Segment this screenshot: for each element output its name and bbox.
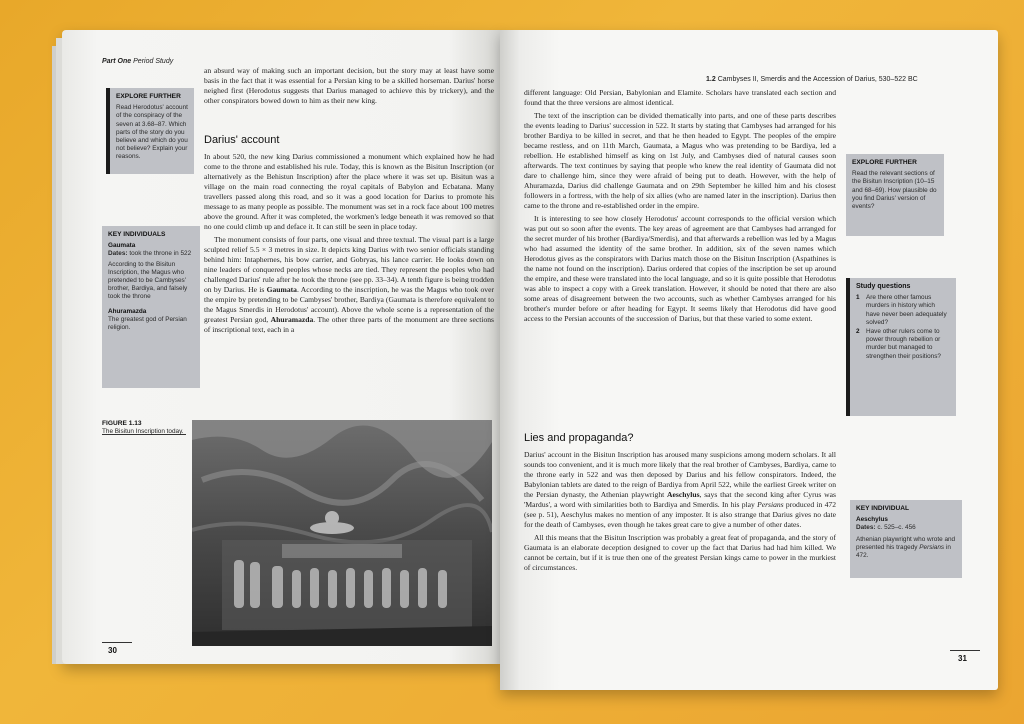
right-paragraph-1: different language: Old Persian, Babylonian and Elamite. Scholars have translated each section and found that the three versions are almost identical. [524, 88, 836, 107]
key-box-title: KEY INDIVIDUALS [108, 231, 166, 238]
section-label: Period Study [133, 58, 174, 65]
running-header-left [102, 58, 173, 65]
key-individuals-box [102, 226, 200, 388]
right-paragraph-4: Darius' account in the Bisitun Inscription has aroused many suspicions among modern scholars. It all sounds too convenient, and it is much more likely that the real brother of Cambyses, Bardiya, came to the throne early in 522 and was then deposed by Darius and his fellow conspirators. Indeed, the Babylonian tablets are dated to the reign of Bardiya from April 522, while the earliest Greek writer on the Persian dynasty, the Athenian playwright Aeschylus, says that the second king after Cyrus was 'Mardus', a word with similarities both to Bardiya and Smerdis. In his play Persians produced in 472 (see p. 51), Aeschylus makes no mention of any imposter. It is also strange that Darius gives no date for the death of Cambyses, even though he takes great care to give a number of other dates. [524, 450, 837, 529]
gaumata-term: Gaumata [266, 285, 297, 294]
bisitun-relief-image [192, 420, 492, 646]
page-number-left: 30 [108, 646, 117, 655]
continuation-text [204, 66, 494, 109]
key-desc-gaumata: According to the Bisitun Inscription, the Magus who pretended to be Cambyses' brother, Bardiya, and falsely took the throne [108, 260, 188, 301]
study-question-1: 1 Are there other famous murders in history which have never been adequately solved? [856, 294, 947, 326]
paragraph-2: The monument consists of four parts, one visual and three textual. The visual part is a large sculpted relief 5.5 × 3 metres in size. It depicts king Darius with two senior officials standing behind him: Intaphernes, his bow carrier, and Gobryas, his lance carrier. He looks down on nine leaders of conquered peoples whose necks are tied. They represent the peoples who had challenged Darius' rule after he took the throne (see pp. 33–34). A tenth figure is being trodden on by Darius. He is Gaumata. According to the inscription, he was the Magus who took over the empire by pretending to be Cambyses' brother, Bardiya (Gaumata is therefore equivalent to the Magus Smerdis in Herodotus' account). Above the whole scene is a representation of the greatest Persian god, Ahuramazda. The other three parts of the monument are three sections of inscriptional text, each in a [204, 235, 495, 334]
ahuramazda-term: Ahuramazda [270, 315, 314, 324]
explore-box-right-text: Read the relevant sections of the Bisitun Inscription (10–15 and 68–69). How plausible do you find Darius' version of events? [852, 170, 937, 211]
aeschylus-term: Aeschylus [667, 490, 700, 499]
lies-text [524, 450, 836, 576]
key-individual-box [850, 500, 962, 578]
section-heading-lies: Lies and propaganda? [524, 432, 634, 444]
page-number-right: 31 [958, 654, 967, 663]
right-paragraph-2: The text of the inscription can be divided thematically into parts, and one of these parts describes the events leading to Darius' succession in 522. It starts by stating that Cambyses had arranged for his brother Bardiya to be killed in secret, and that he then headed to Egypt. The peoples of the empire became restless, and on 11th March, Gaumata, a Magus who was pretending to be Bardiya, led a rebellion. He established himself as king on 1st July, and Cambyses died of natural causes soon afterwards. The text continues by saying that people who knew the real identity of Gaumata did not dare to challenge him, since they were afraid of being put to death. However, with the help of Ahuramazda, Darius did challenge Gaumata and on 29th September he killed him and his closest followers in a fortress, with the help of six allies (who are named later in the inscription). Darius then came to the throne and re-established order in the empire. [524, 111, 836, 210]
explore-box-text: Read Herodotus' account of the conspiracy of the seven at 3.68–87. Which parts of the story do you believe and which do you not believe? Explain your reasons. [116, 104, 188, 161]
explore-further-box-right [846, 154, 944, 236]
key-dates-gaumata: Dates: took the throne in 522 [108, 250, 192, 258]
persians-title: Persians [757, 500, 784, 509]
study-box-title: Study questions [856, 283, 911, 290]
paragraph-1: In about 520, the new king Darius commissioned a monument which explained how he had come to the throne and established his rule. Today, this is known as the Bisitun Inscription (or alternatively as the Behistun Inscription) after the place where it was set up. Bisitun was a village on the main road connecting the royal capitals of Babylon and Ecbatana. Many travellers passed along this road, and so it was a good location for Darius to promote his message to as many people as possible. The monument was set in a rock face about 100 metres above the ground. After it was completed, the workmen's ledge beneath it was removed so that no one could climb up and deface it. It can still be seen in place today. [204, 152, 494, 231]
key-dates-aeschylus: Dates: c. 525–c. 456 [856, 524, 916, 532]
chapter-number: 1.2 [706, 76, 716, 83]
figure-caption: The Bisitun Inscription today. [102, 428, 184, 435]
key-name-ahuramazda: Ahuramazda [108, 307, 147, 315]
chapter-title: Cambyses II, Smerdis and the Accession of Darius, 530–522 BC [717, 76, 918, 83]
key-name-gaumata: Gaumata [108, 242, 136, 250]
key-desc-ahuramazda: The greatest god of Persian religion. [108, 315, 187, 332]
explore-box-title: EXPLORE FURTHER [116, 93, 181, 100]
key-desc-aeschylus: Athenian playwright who wrote and presented his tragedy Persians in 472. [856, 535, 956, 560]
explore-further-box [110, 88, 194, 174]
figure-label: FIGURE 1.13 [102, 420, 142, 427]
page-number-rule-left [102, 642, 132, 643]
key-name-aeschylus: Aeschylus [856, 516, 888, 524]
left-page [62, 30, 502, 664]
page-number-rule-right [950, 650, 980, 651]
key-individual-title: KEY INDIVIDUAL [856, 505, 910, 512]
bisitun-photo [192, 420, 492, 646]
part-label: Part One [102, 58, 132, 65]
right-main-text [524, 88, 836, 327]
study-question-2: 2 Have other rulers come to power through rebellion or murder but managed to strengthen their positions? [856, 328, 941, 360]
right-paragraph-3: It is interesting to see how closely Herodotus' account corresponds to the official version which was put out so soon after the events. The key areas of agreement are that Cambyses had arranged for the secret murder of his brother (Bardiya/Smerdis), and that afterwards a rebellion was led by a Magus who had assumed the identity of the same brother. In addition, six of the seven names which Herodotus gives as the conspirators with Darius match those on the Bisitun Inscription (Aspathines is the name not found on the inscription). Darius ordered that copies of the inscription be set up around the empire, and these were translated into the local language, and so it is quite possible that Herodotus was able to inspect a copy with a Greek translation. However, it should be noted that there are also some areas of disagreement between the two accounts, such as whether Cambyses arranged for his brother's murder before or after heading for Egypt. It seems likely that Herodotus did have good access to the Persian accounts of the succession of Darius, but that these varied to some extent. [524, 214, 836, 323]
study-questions-list [856, 294, 950, 361]
right-page [500, 30, 998, 690]
section-heading-darius: Darius' account [204, 134, 280, 146]
continuation-paragraph: an absurd way of making such an important decision, but the story may at least have some basis in the fact that it was essential for a Persian king to be a skilled horseman. Darius' horse neighed first (Herodotus suggests that Darius managed to achieve this by trickery), and the other conspirators bowed down to him as their new king. [204, 66, 494, 105]
explore-box-right-title: EXPLORE FURTHER [852, 159, 917, 166]
running-header-right [706, 76, 918, 83]
right-paragraph-5: All this means that the Bisitun Inscription was probably a great feat of propaganda, and the story of Gaumata is an elaborate deception designed to cover up the fact that Darius had had him killed. We cannot be certain, but if it is true then one of the greatest Persian kings came to power in the murkiest of circumstances. [524, 533, 836, 572]
darius-account-text [204, 152, 494, 338]
study-questions-box [850, 278, 956, 416]
